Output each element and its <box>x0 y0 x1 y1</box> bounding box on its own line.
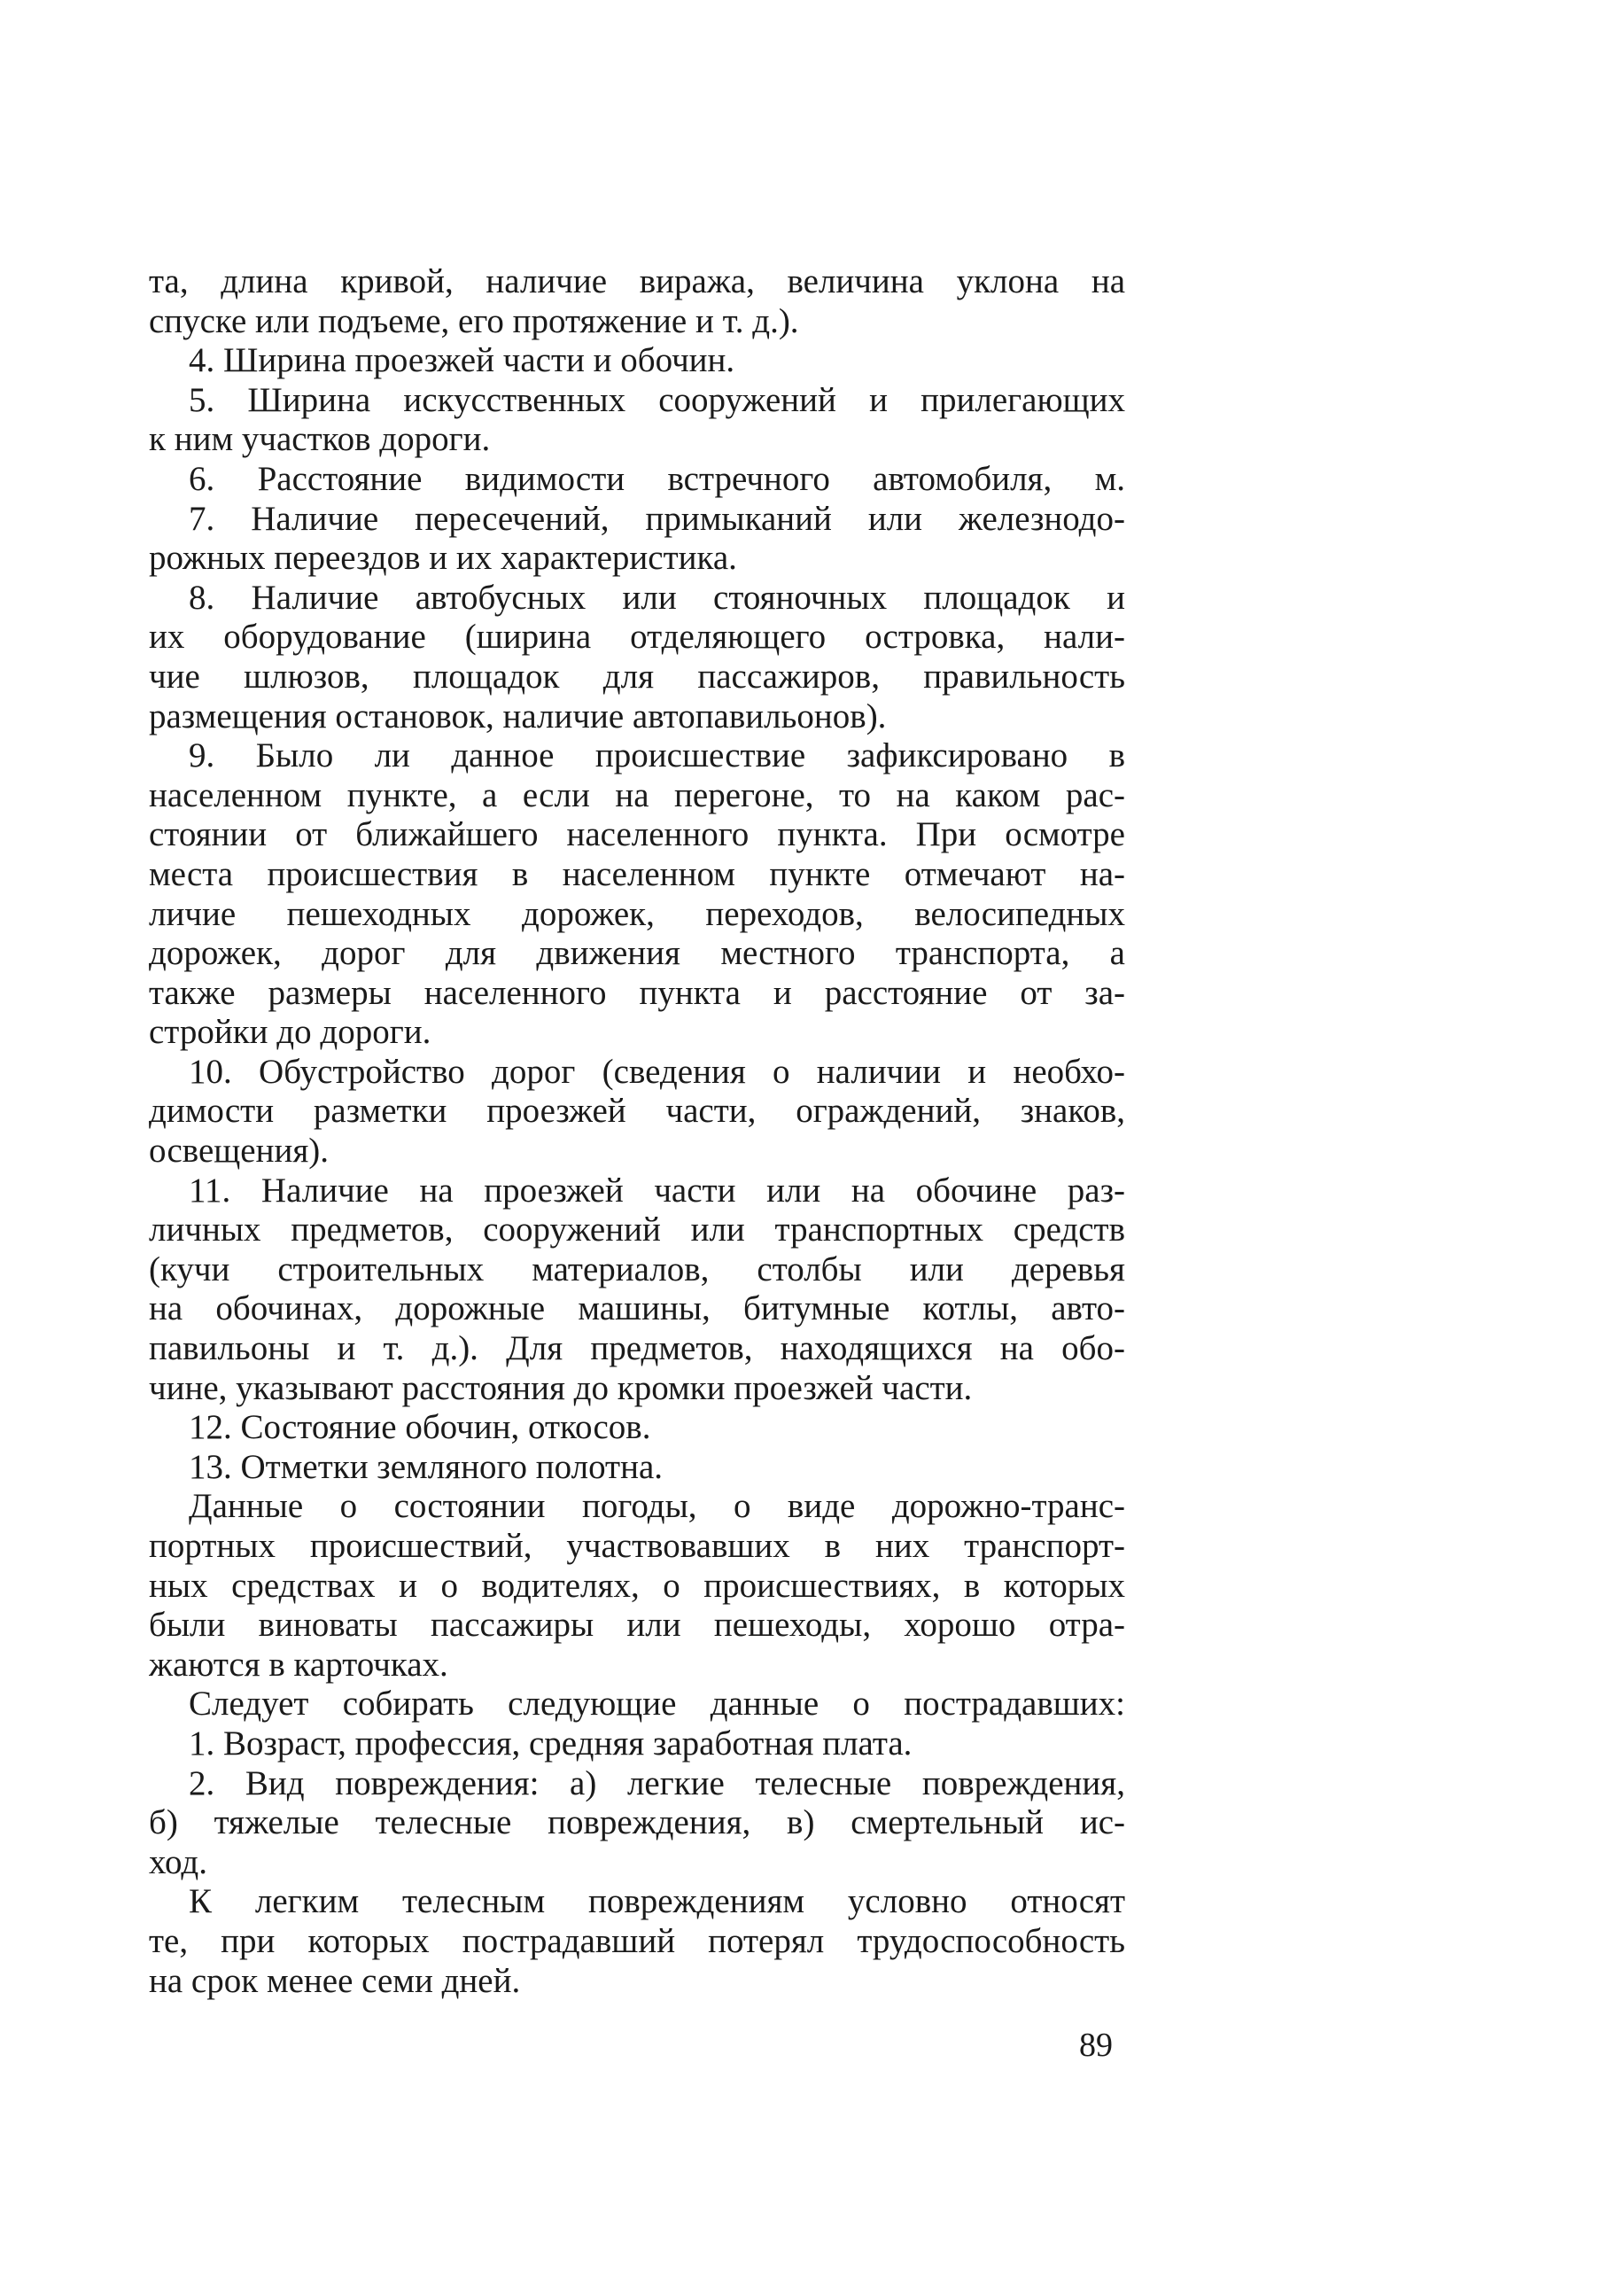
text-line: дорожек, дорог для движения местного транспорта, а <box>149 934 1125 973</box>
text-line: 13. Отметки земляного полотна. <box>189 1447 664 1486</box>
text-line: 10. Обустройство дорог (сведения о наличии и необхо- <box>189 1052 1125 1091</box>
text-line: 12. Состояние обочин, откосов. <box>189 1408 651 1447</box>
text-line: их оборудование (ширина отделяющего островка, нали- <box>149 618 1125 657</box>
text-line: димости разметки проезжей части, ограждений, знаков, <box>149 1092 1125 1131</box>
text-line: на срок менее семи дней. <box>149 1961 521 2000</box>
text-line: к ним участков дороги. <box>149 420 491 459</box>
text-line: 2. Вид повреждения: а) легкие телесные повреждения, <box>189 1763 1125 1802</box>
text-line: чине, указывают расстояния до кромки проезжей части. <box>149 1368 973 1407</box>
text-line: освещения). <box>149 1132 330 1171</box>
text-line: б) тяжелые телесные повреждения, в) смертельный ис- <box>149 1803 1125 1842</box>
text-line: ных средствах и о водителях, о происшествиях, в которых <box>149 1566 1125 1605</box>
text-line: 8. Наличие автобусных или стояночных площадок и <box>189 578 1125 617</box>
text-line: ход. <box>149 1842 207 1881</box>
text-line: павильоны и т. д.). Для предметов, находящихся на обо- <box>149 1329 1125 1368</box>
page-number: 89 <box>1079 2027 1113 2064</box>
text-line: населенном пункте, а если на перегоне, то на каком рас- <box>149 775 1125 814</box>
text-line: 11. Наличие на проезжей части или на обочине раз- <box>189 1171 1125 1210</box>
text-line: К легким телесным повреждениям условно относят <box>189 1882 1125 1921</box>
text-line: та, длина кривой, наличие виража, величина уклона на <box>149 262 1125 300</box>
text-line: также размеры населенного пункта и расстояние от за- <box>149 973 1125 1012</box>
text-line: личных предметов, сооружений или транспортных средств <box>149 1210 1125 1249</box>
text-line: размещения остановок, наличие автопавильонов). <box>149 697 887 735</box>
text-line: портных происшествий, участвовавших в них транспорт- <box>149 1527 1125 1565</box>
text-line: 5. Ширина искусственных сооружений и прилегающих <box>189 380 1125 419</box>
text-line: жаются в карточках. <box>149 1645 448 1684</box>
page-body <box>149 262 1125 2001</box>
text-line: рожных переездов и их характеристика. <box>149 539 737 578</box>
text-line: места происшествия в населенном пункте отмечают на- <box>149 854 1125 893</box>
text-line: стройки до дороги. <box>149 1013 431 1052</box>
text-line: те, при которых пострадавший потерял трудоспособность <box>149 1921 1125 1960</box>
text-line: Следует собирать следующие данные о пострадавших: <box>189 1685 1125 1724</box>
text-line: 7. Наличие пересечений, примыканий или железнодо- <box>189 499 1125 538</box>
text-line: на обочинах, дорожные машины, битумные котлы, авто- <box>149 1289 1125 1328</box>
text-line: Данные о состоянии погоды, о виде дорожно-транс- <box>189 1487 1125 1526</box>
text-line: личие пешеходных дорожек, переходов, велосипедных <box>149 894 1125 933</box>
text-line: 1. Возраст, профессия, средняя заработная плата. <box>189 1724 913 1763</box>
text-line: были виноваты пассажиры или пешеходы, хорошо отра- <box>149 1606 1125 1645</box>
text-line: спуске или подъеме, его протяжение и т. д.). <box>149 301 799 340</box>
text-line: стоянии от ближайшего населенного пункта. При осмотре <box>149 815 1125 854</box>
text-line: 9. Было ли данное происшествие зафиксировано в <box>189 736 1125 775</box>
text-line: (кучи строительных материалов, столбы или деревья <box>149 1249 1125 1288</box>
text-line: чие шлюзов, площадок для пассажиров, правильность <box>149 657 1125 696</box>
text-line: 6. Расстояние видимости встречного автомобиля, м. <box>189 459 1125 498</box>
text-line: 4. Ширина проезжей части и обочин. <box>189 341 735 380</box>
